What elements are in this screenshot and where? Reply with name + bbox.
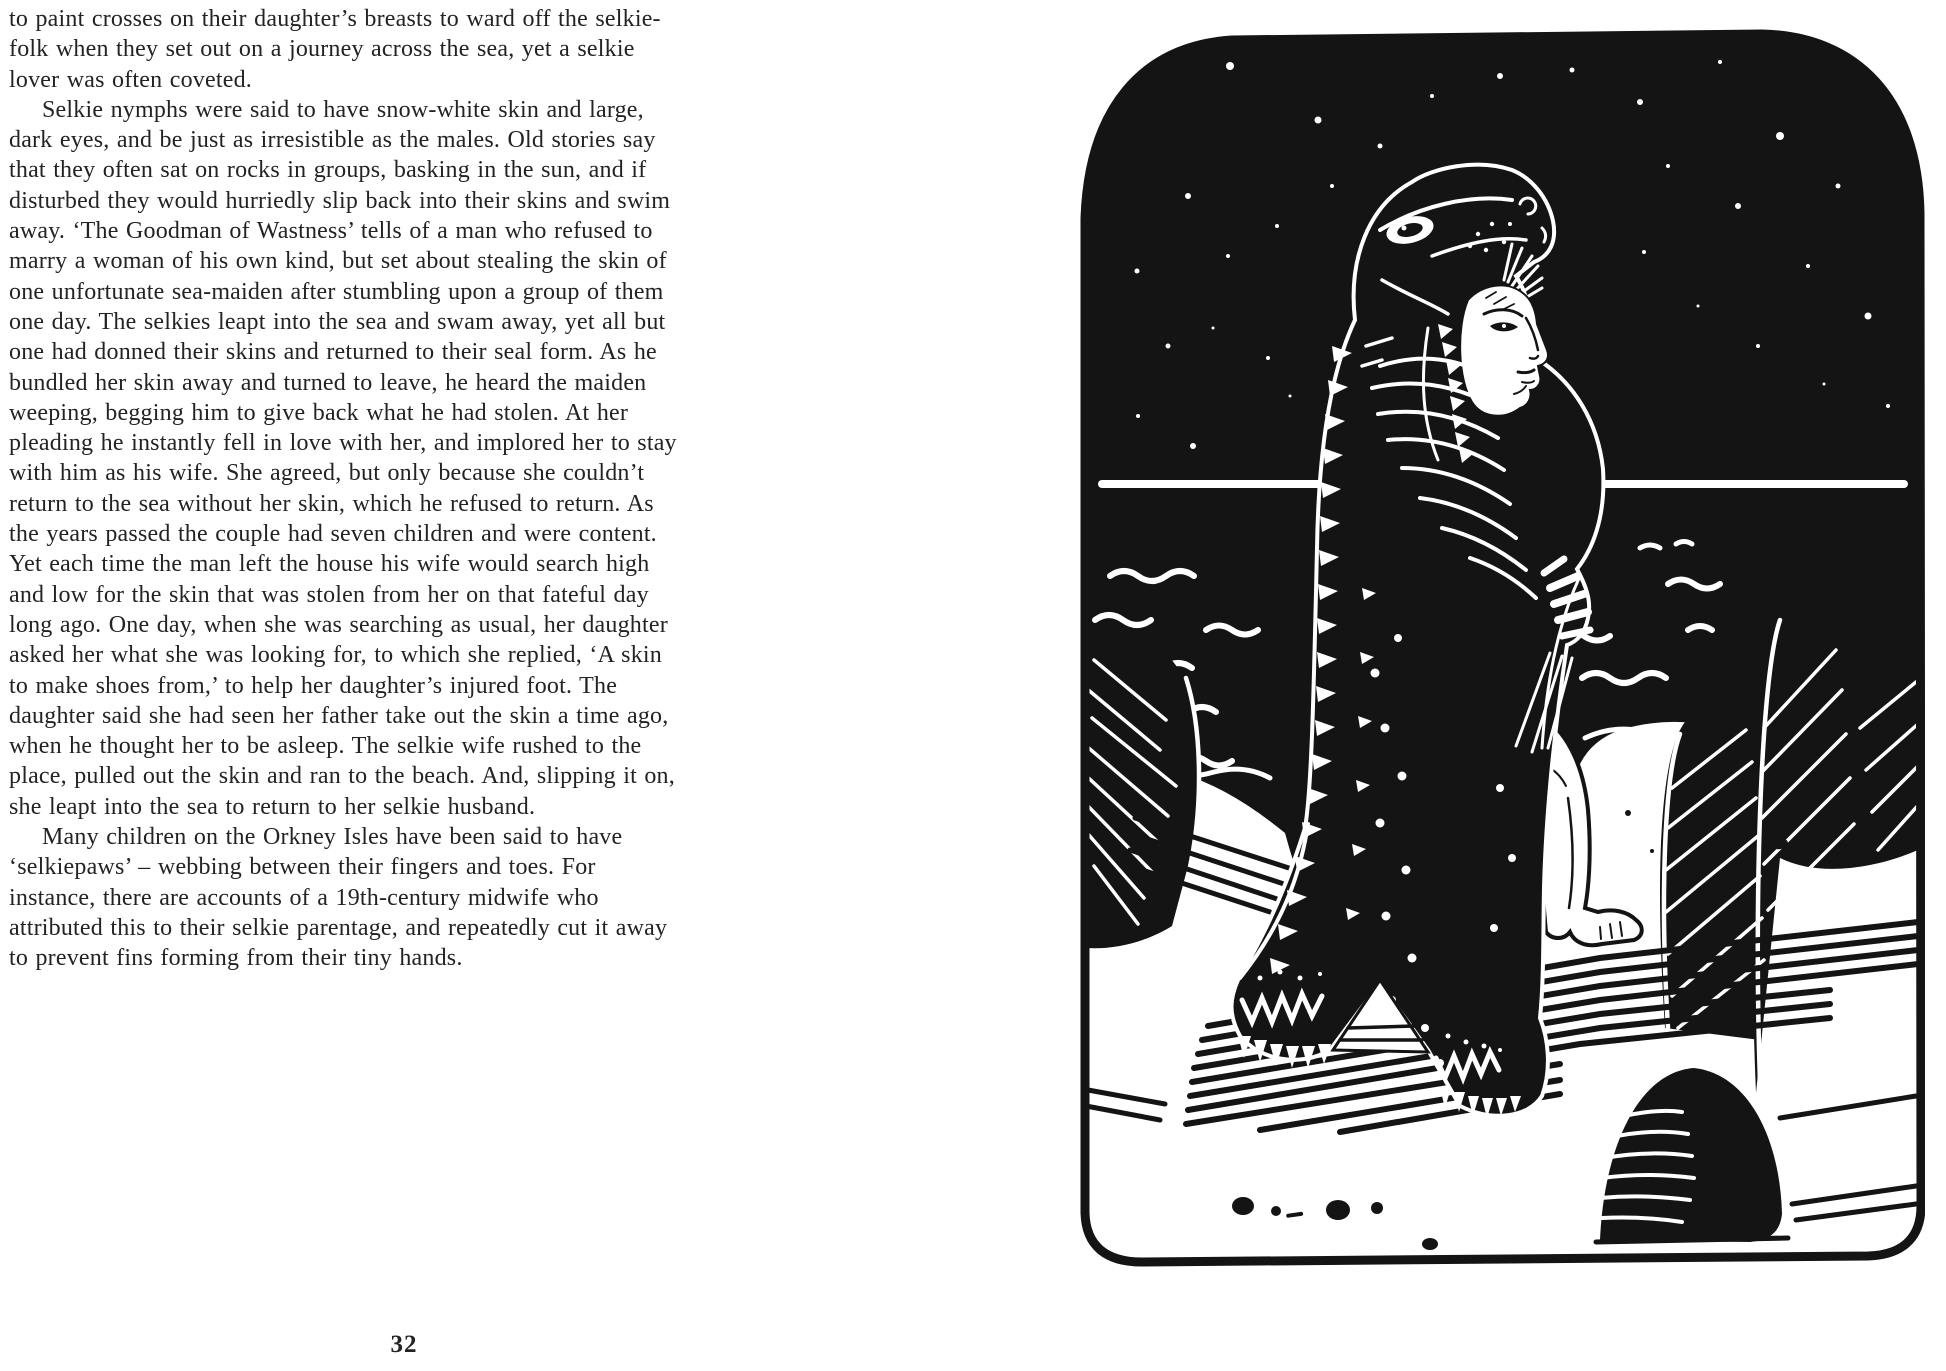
text-line: she leapt into the sea to return to her selkie husband. bbox=[9, 793, 536, 820]
left-rock bbox=[1080, 626, 1199, 949]
selkie-illustration bbox=[1080, 28, 1925, 1268]
text-line: daughter said she had seen her father take out the skin a time ago, bbox=[9, 702, 669, 729]
text-line: place, pulled out the skin and ran to the beach. And, slipping it on, bbox=[9, 763, 675, 790]
text-line: and low for the skin that was stolen from her on that fateful day bbox=[9, 581, 649, 608]
body-text bbox=[9, 4, 809, 974]
text-line: folk when they set out on a journey across the sea, yet a selkie bbox=[9, 36, 635, 63]
text-line: marry a woman of his own kind, but set about stealing the skin of bbox=[9, 248, 667, 275]
text-line: long ago. One day, when she was searching as usual, her daughter bbox=[9, 611, 668, 638]
text-line: with him as his wife. She agreed, but only because she couldn’t bbox=[9, 460, 645, 487]
text-line: asked her what she was looking for, to which she replied, ‘A skin bbox=[9, 642, 662, 669]
text-line: to paint crosses on their daughter’s breasts to ward off the selkie- bbox=[9, 6, 661, 32]
text-line: one had donned their skins and returned to their seal form. As he bbox=[9, 339, 657, 366]
text-line: disturbed they would hurriedly slip back into their skins and swim bbox=[9, 187, 671, 214]
text-line: Selkie nymphs were said to have snow-white skin and large, bbox=[42, 96, 644, 123]
text-line: ‘selkiepaws’ – webbing between their fingers and toes. For bbox=[9, 854, 596, 881]
text-line: to prevent fins forming from their tiny hands. bbox=[9, 945, 463, 972]
text-line: to make shoes from,’ to help her daughter’s injured foot. The bbox=[9, 672, 618, 699]
text-line: the years passed the couple had seven children and were content. bbox=[9, 521, 657, 548]
text-line: pleading he instantly fell in love with her, and implored her to stay bbox=[9, 430, 677, 457]
text-line: weeping, begging him to give back what he had stolen. At her bbox=[9, 399, 629, 426]
text-line: away. ‘The Goodman of Wastness’ tells of a man who refused to bbox=[9, 218, 653, 245]
selkie-woodcut bbox=[1080, 28, 1925, 1268]
text-line: instance, there are accounts of a 19th-century midwife who bbox=[9, 884, 599, 911]
text-line: attributed this to their selkie parentage, and repeatedly cut it away bbox=[9, 914, 668, 941]
text-line: one day. The selkies leapt into the sea and swam away, yet all but bbox=[9, 308, 666, 335]
text-line: that they often sat on rocks in groups, basking in the sun, and if bbox=[9, 157, 647, 184]
text-line: when he thought her to be asleep. The selkie wife rushed to the bbox=[9, 733, 642, 760]
text-line: dark eyes, and be just as irresistible as the males. Old stories say bbox=[9, 127, 656, 154]
page-number: 32 bbox=[390, 1331, 418, 1358]
text-line: bundled her skin away and turned to leave, he heard the maiden bbox=[9, 369, 647, 396]
text-line: lover was often coveted. bbox=[9, 66, 252, 93]
text-line: Yet each time the man left the house his wife would search high bbox=[9, 551, 650, 578]
text-line: Many children on the Orkney Isles have been said to have bbox=[42, 824, 623, 851]
text-line: return to the sea without her skin, which he refused to return. As bbox=[9, 490, 654, 517]
text-line: one unfortunate sea-maiden after stumbling upon a group of them bbox=[9, 278, 664, 305]
